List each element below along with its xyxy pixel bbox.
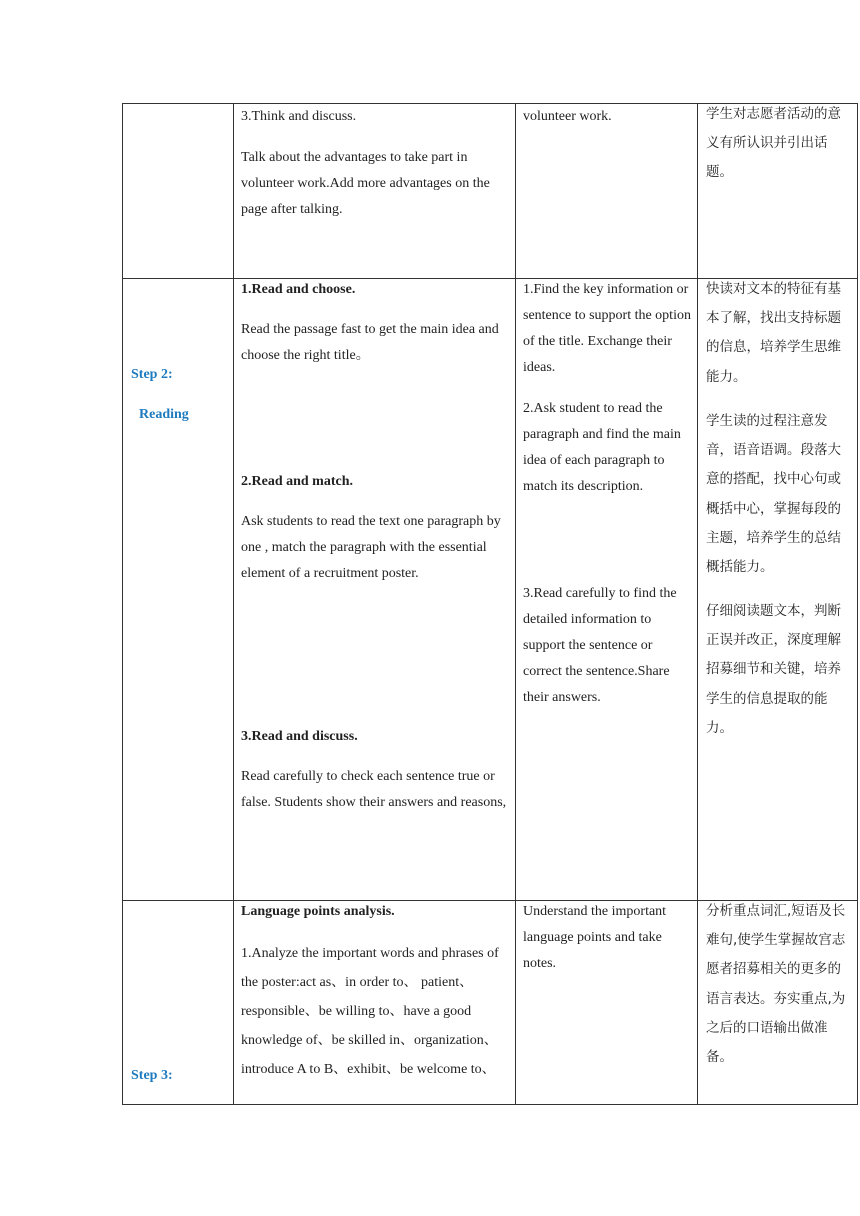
student-cell <box>516 104 698 279</box>
purpose-text: 仔细阅读题文本，判断正误并改正，深度理解招募细节和关键，培养学生的信息提取的能力。 <box>706 603 841 736</box>
purpose-text: 快读对文本的特征有基本了解，找出支持标题的信息，培养学生思维能力。 <box>706 281 841 385</box>
student-cell <box>516 279 698 901</box>
purpose-cell <box>698 104 858 279</box>
table-row <box>123 901 858 1105</box>
table-row <box>123 104 858 279</box>
student-text: 3.Read carefully to find the detailed information to support the sentence or correct the sentence.Share their answers. <box>523 586 677 705</box>
student-text: 2.Ask student to read the paragraph and find the main idea of each paragraph to match its description. <box>523 401 681 494</box>
activity-body: Read the passage fast to get the main idea and choose the right title。 <box>241 322 499 363</box>
activity-heading: 2.Read and match. <box>241 474 354 489</box>
activity-body: Read carefully to check each sentence true or false. Students show their answers and reasons, <box>241 769 507 810</box>
step-name: Reading <box>139 407 189 422</box>
lesson-plan-table <box>122 103 858 1105</box>
purpose-cell <box>698 279 858 901</box>
activity-cell <box>234 279 516 901</box>
student-text: volunteer work. <box>523 109 612 124</box>
activity-body: Talk about the advantages to take part in volunteer work.Add more advantages on the page after talking. <box>241 150 490 217</box>
student-cell <box>516 901 698 1105</box>
activity-heading: Language points analysis. <box>241 904 395 919</box>
purpose-text: 学生对志愿者活动的意义有所认识并引出话题。 <box>706 106 841 181</box>
table-row <box>123 279 858 901</box>
step-cell <box>123 901 234 1105</box>
student-text: Understand the important language points and take notes. <box>523 904 667 971</box>
purpose-text: 分析重点词汇,短语及长难句,使学生掌握故宫志愿者招募相关的更多的语言表达。夯实重点,为之后的口语输出做准备。 <box>706 903 846 1066</box>
activity-cell <box>234 901 516 1105</box>
purpose-text: 学生读的过程注意发音，语音语调。段落大意的搭配，找中心句或概括中心，掌握每段的主题，培养学生的总结概括能力。 <box>706 413 841 576</box>
step-label: Step 3: <box>131 1068 173 1083</box>
activity-heading: 3.Think and discuss. <box>241 109 357 124</box>
purpose-cell <box>698 901 858 1105</box>
step-cell <box>123 104 234 279</box>
step-label: Step 2: <box>131 367 173 382</box>
activity-cell <box>234 104 516 279</box>
student-text: 1.Find the key information or sentence to support the option of the title. Exchange their ideas. <box>523 282 691 375</box>
step-cell <box>123 279 234 901</box>
activity-body: Ask students to read the text one paragraph by one , match the paragraph with the essential element of a recruitment poster. <box>241 514 501 581</box>
activity-body: 1.Analyze the important words and phrases of the poster:act as、in order to、 patient、responsible、be willing to、have a good knowledge of、be skilled in、organization、introduce A to B、exhibit、be welcome to、 <box>241 946 499 1077</box>
activity-heading: 1.Read and choose. <box>241 282 356 297</box>
activity-heading: 3.Read and discuss. <box>241 729 358 744</box>
